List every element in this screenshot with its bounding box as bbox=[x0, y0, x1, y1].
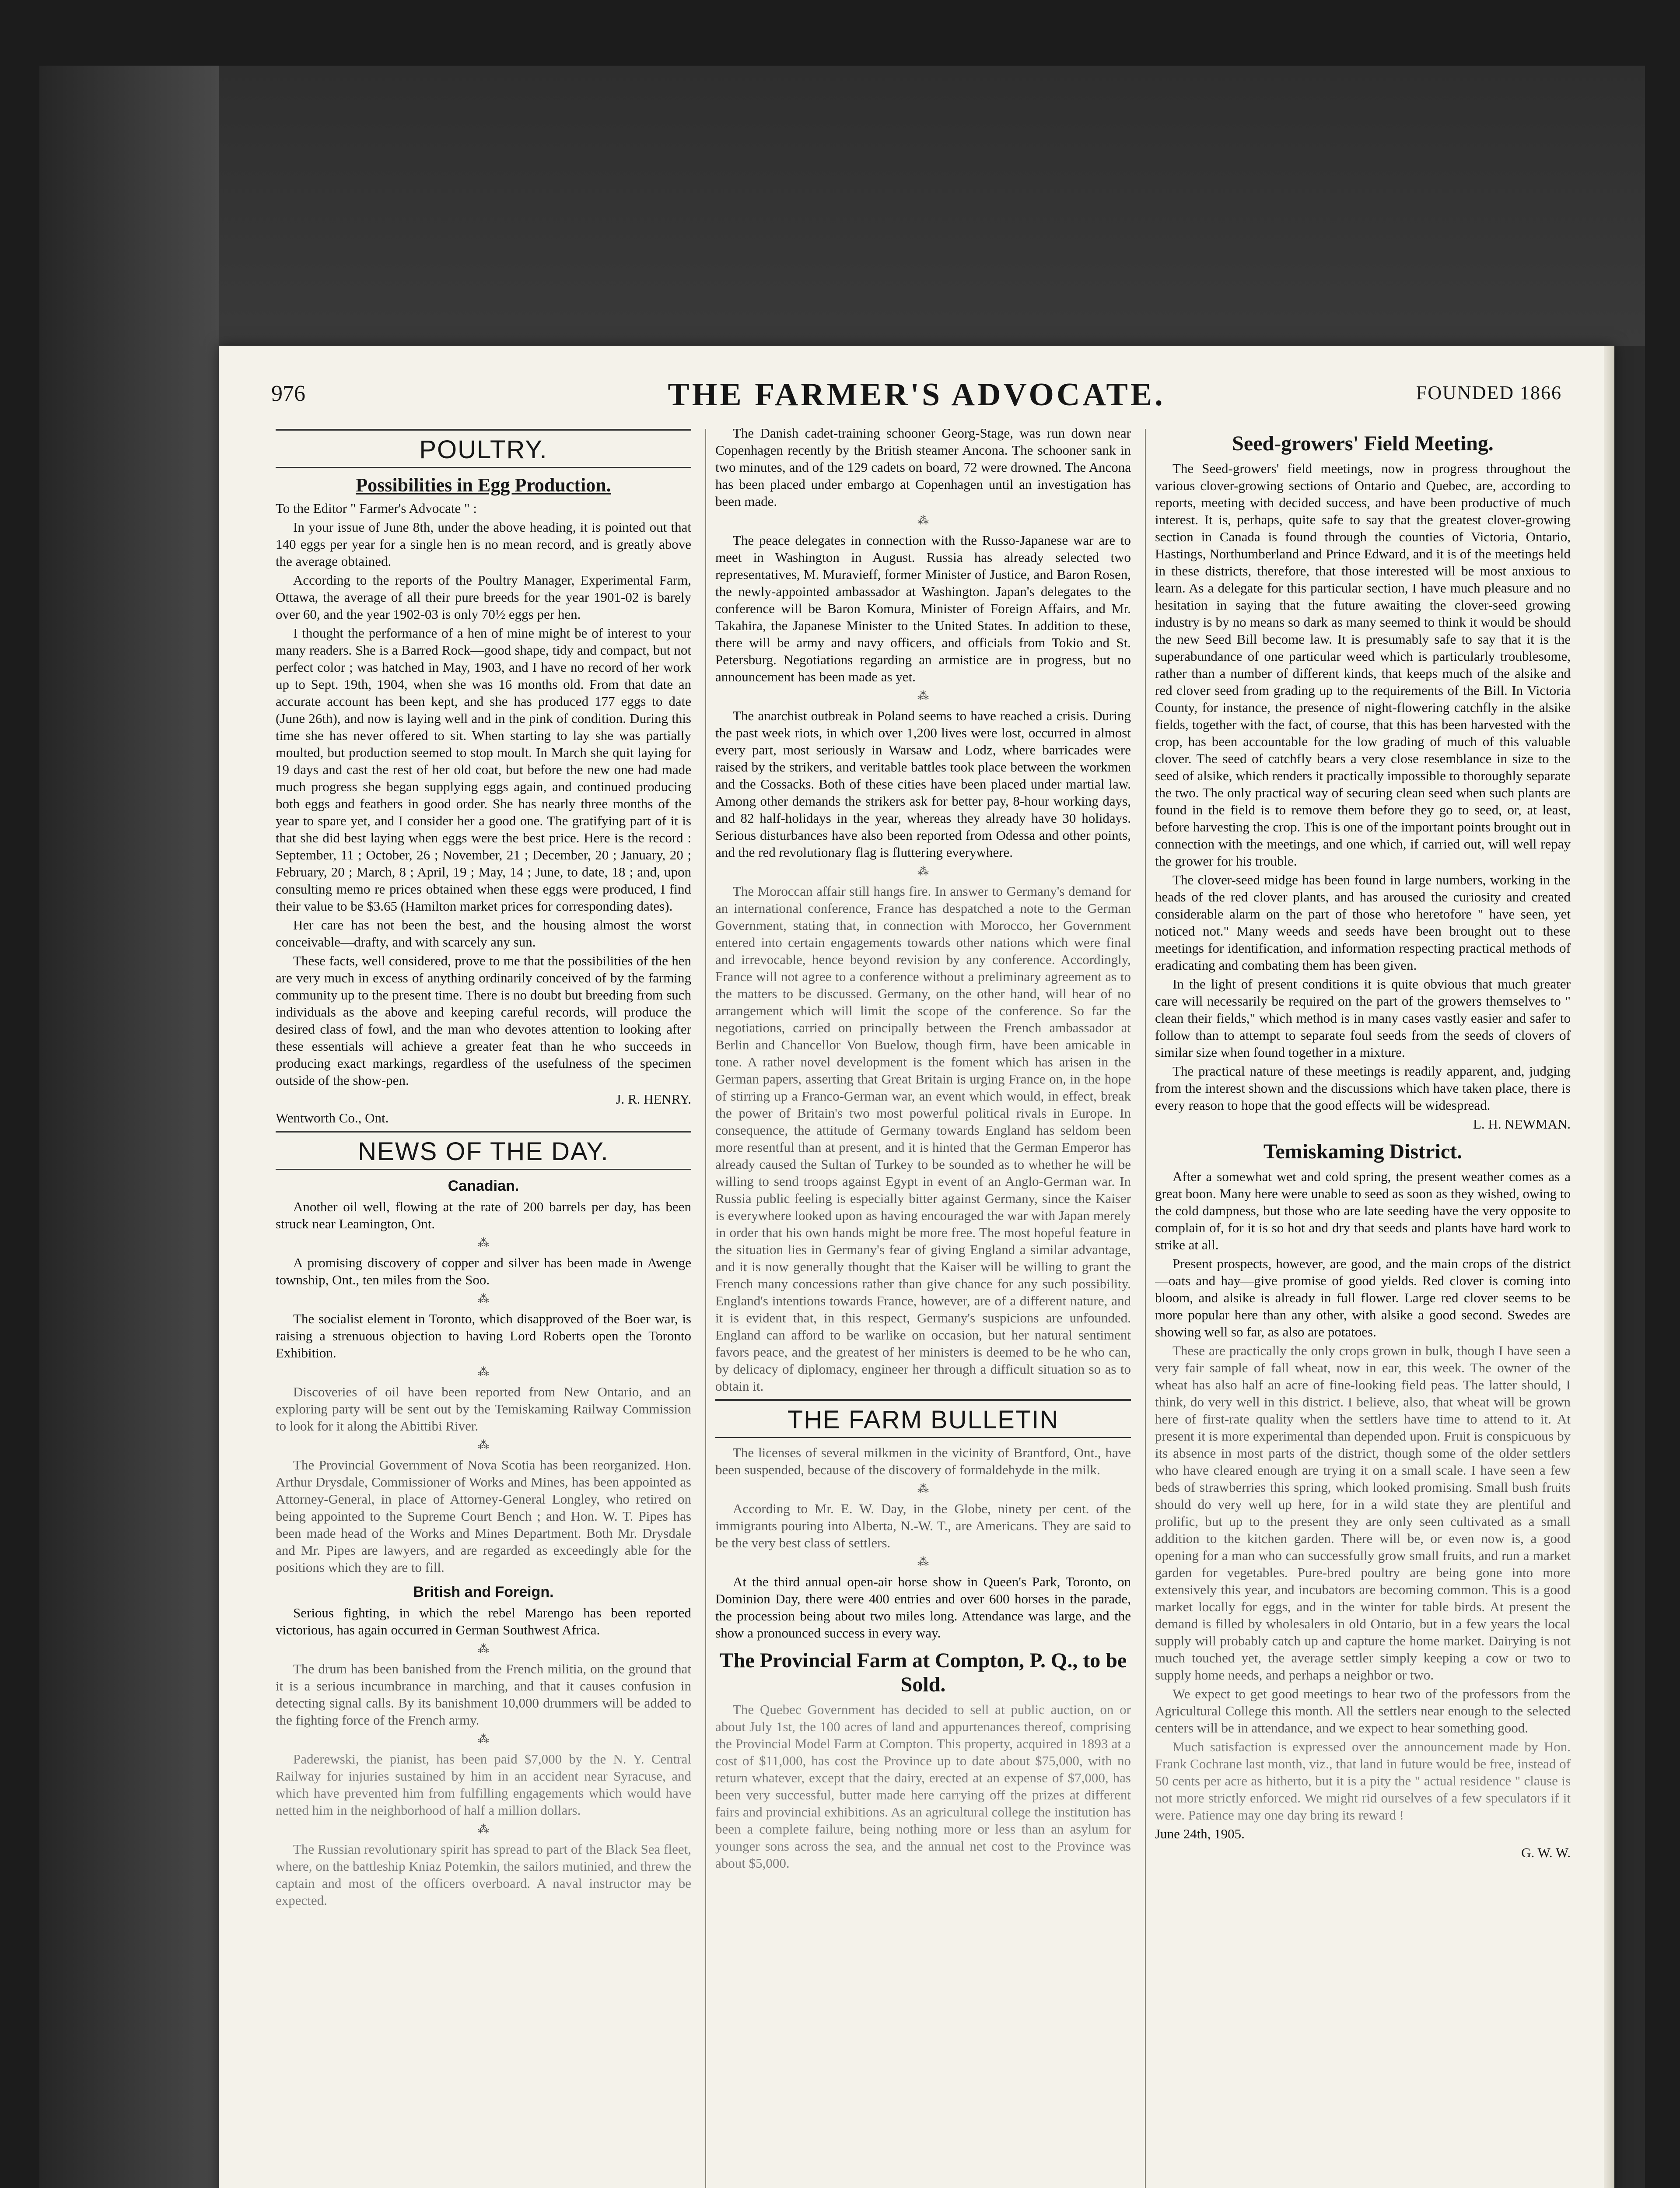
separator-mark: ⁂ bbox=[917, 690, 929, 702]
news-item: Discoveries of oil have been reported from New Ontario, and an exploring party will be sent out by the Temiskaming Railway Commission to look for it along the Abittibi River. bbox=[276, 1384, 691, 1434]
paragraph: The clover-seed midge has been found in large numbers, working in the heads of the red clover plants, and has aroused the curiosity and created considerable alarm on the part of those who heretofore " have seen, yet noticed not." Many weeds and seeds have been brought out to these meetings for identification, and information respecting practical methods of eradicating and combating them has been given. bbox=[1155, 872, 1571, 973]
paragraph: In your issue of June 8th, under the above heading, it is pointed out that 140 eggs per year for a single hen is no mean record, and is greatly above the average obtained. bbox=[276, 519, 691, 569]
article-title-temiskaming: Temiskaming District. bbox=[1263, 1140, 1463, 1164]
separator-mark: ⁂ bbox=[478, 1439, 489, 1452]
paragraph: These are practically the only crops grown in bulk, though I have seen a very fair sample of fall wheat, now in ear, this week. The owner of the wheat has also half an acre of fine-looking field peas. The latter should, I think, do very well in this district. I believe, also, that wheat will be grown here of first-rate quality when the settlers have time to attend to it. At present it is more experimental than depended upon. Fruit is conspicuous by its absence in most parts of the district, though some of the older settlers who have cleared enough are trying it on a small scale. I have seen a few beds of strawberries this spring, which looked promising. Small bush fruits should do very well up here, for in a wild state they are plentiful and prolific, but up to the present they are only seen cultivated as a small addition to the kitchen garden. There will be, or even now is, a good opening for a man who can successfully grow small fruits, and run a market garden for vegetables. Pure-bred poultry are being gone into more extensively this year, and incubators are becoming common. This is a good market locally for eggs, and in the winter for table birds. At present the demand is filled by wholesalers in old Ontario, but in a few years the local supply will probably catch up and capture the home market. Dairying is not much touched yet, the average settler simply keeping a cow or two to supply home needs, and perhaps a neighbor or two. bbox=[1155, 1343, 1571, 1683]
separator-mark: ⁂ bbox=[917, 514, 929, 527]
signature-place: Wentworth Co., Ont. bbox=[276, 1110, 389, 1126]
paragraph: According to the reports of the Poultry Manager, Experimental Farm, Ottawa, the average of all their pure breeds for the year 1901-02 is barely over 60, and the year 1902-03 is only 70½ eggs per hen. bbox=[276, 572, 691, 622]
subheading-british-foreign: British and Foreign. bbox=[413, 1584, 554, 1600]
column-middle bbox=[715, 424, 1131, 2188]
separator-mark: ⁂ bbox=[917, 865, 929, 878]
scan-shadow-left bbox=[39, 66, 219, 2188]
news-item: The anarchist outbreak in Poland seems to have reached a crisis. During the past week riots, in which over 1,200 lives were lost, occurred in almost every part, most seriously in Warsaw and Lodz, where barricades were raised by the strikers, and veritable battles took place between the workmen and the Cossacks. Both of these cities have been placed under martial law. Among other demands the strikers ask for better pay, 8-hour working days, and 82 half-holidays in the year, whereas they already have 30 holidays. Serious disturbances have also been reported from Odessa and other points, and the red revolutionary flag is fluttering everywhere. bbox=[715, 708, 1131, 860]
separator-mark: ⁂ bbox=[917, 1556, 929, 1568]
news-item: The Russian revolutionary spirit has spread to part of the Black Sea fleet, where, on the battleship Kniaz Potemkin, the sailors mutinied, and threw the captain and most of the officers overboard. A naval instructor may be expected. bbox=[276, 1841, 691, 1908]
salutation: To the Editor " Farmer's Advocate " : bbox=[276, 501, 477, 516]
separator-mark: ⁂ bbox=[917, 1483, 929, 1495]
paragraph: We expect to get good meetings to hear two of the professors from the Agricultural College this month. All the settlers near enough to the selected centers will be in attendance, and we expect to hear something good. bbox=[1155, 1686, 1571, 1736]
paragraph: I thought the performance of a hen of mine might be of interest to your many readers. She is a Barred Rock—good shape, tidy and compact, but not perfect color ; was hatched in May, 1903, and I have no record of her work up to Sept. 19th, 1904, when she was 16 months old. From that date an accurate account has been kept, and she has produced 177 eggs to date (June 26th), and now is laying well and in the pink of condition. During this time she has never offered to sit. When starting to lay she was partially moulted, but production seemed to stop moult. In March she quit laying for 19 days and cast the rest of her old coat, but before the new one had made much progress she began supplying eggs again, and continued producing both eggs and feathers in good order. She has nearly three months of the year to spare yet, and I consider her a good one. The gratifying part of it is that she did best laying when eggs were the best price. Here is the record : September, 11 ; October, 26 ; November, 21 ; December, 20 ; January, 20 ; February, 20 ; March, 8 ; April, 19 ; May, 14 ; June, to date, 18 ; and, upon consulting memo re prices obtained when these eggs were produced, I find their value to be $3.65 (Hamilton market prices for corresponding dates). bbox=[276, 625, 691, 914]
signature: L. H. NEWMAN. bbox=[1473, 1116, 1571, 1132]
paragraph: Much satisfaction is expressed over the announcement made by Hon. Frank Cochrane last month, viz., that land in future would be free, instead of 50 cents per acre as hitherto, but it is a pity the " actual residence " clause is not more strictly enforced. We might rid ourselves of a few speculators if it were. Patience may one day bring its reward ! bbox=[1155, 1739, 1571, 1823]
masthead: THE FARMER'S ADVOCATE. bbox=[668, 377, 1166, 413]
column-divider bbox=[705, 429, 706, 2188]
founded-date: FOUNDED 1866 bbox=[1416, 382, 1562, 403]
news-item: A promising discovery of copper and silver has been made in Awenge township, Ont., ten miles from the Soo. bbox=[276, 1255, 691, 1287]
article-columns bbox=[276, 424, 1571, 2188]
news-item: Another oil well, flowing at the rate of 200 barrels per day, has been struck near Leamington, Ont. bbox=[276, 1199, 691, 1231]
paragraph: The Quebec Government has decided to sell at public auction, on or about July 1st, the 100 acres of land and appurtenances thereof, comprising the Provincial Model Farm at Compton. This property, acquired in 1893 at a cost of $11,000, has cost the Province up to date about $75,000, with no return whatever, except that the dairy, erected at an expense of $7,000, has been very successful, butter made here carrying off the prizes at different fairs and provincial exhibitions. As an agricultural college the institution has been a complete failure, being nothing more or less than an asylum for younger sons across the sea, and the annual net cost to the Province was about $5,000. bbox=[715, 1702, 1131, 1871]
article-title-compton: The Provincial Farm at Compton, P. Q., to be Sold. bbox=[719, 1649, 1127, 1697]
bulletin-item: At the third annual open-air horse show in Queen's Park, Toronto, on Dominion Day, there were 400 entries and over 600 horses in the parade, the procession being about two miles long. Attendance was large, and the show a pronounced success in every way. bbox=[715, 1574, 1131, 1641]
section-heading-poultry: POULTRY. bbox=[276, 429, 691, 468]
signature: J. R. HENRY. bbox=[616, 1091, 691, 1107]
separator-mark: ⁂ bbox=[478, 1293, 489, 1305]
paragraph: The practical nature of these meetings is readily apparent, and, judging from the interest shown and the discussions which have taken place, there is every reason to hope that the good effects will be widespread. bbox=[1155, 1063, 1571, 1113]
news-item: The Moroccan affair still hangs fire. In answer to Germany's demand for an international conference, France has despatched a note to the German Government, stating that, in connection with Morocco, her Government entered into certain engagements towards other nations which were final and irrevocable, hence beyond revision by any conference. Accordingly, France will not agree to a conference without a preliminary agreement as to the matters to be discussed. Germany, on the other hand, will hear of no arrangement which will limit the scope of the conference. So far the negotiations, carried on principally between the French ambassador at Berlin and Chancellor Von Buelow, though firm, have been amicable in tone. A rather novel development is the foment which has arisen in the German papers, asserting that Great Britain is urging France on, in the hope of stirring up a Franco-German war, an event which would, in effect, break the power of Britain's two most powerful political rivals in Europe. In consequence, the attitude of Germany towards England has seldom been more resentful than at present, and it is hinted that the German Emperor has already caused the Sultan of Turkey to be sounded as to whether he will be willing to send troops against Egypt in event of an Anglo-German war. In Russia public feeling is especially bitter against Germany, since the Kaiser is everywhere looked upon as having encouraged the war with Japan merely in order that his own hands might be more free. The most hopeful feature in the situation lies in Germany's fear of giving England a similar advantage, and it is now generally thought that the Kaiser will be willing to grant the French many concessions rather than give chance for any such possibility. England's intentions towards France, however, are of a different nature, and it is evident that, in this respect, Germany's suspicions are unfounded. England can afford to be warlike on occasion, but her natural sentiment favors peace, and the greatest of her ministers is deemed to be he who can, by delicacy of diplomacy, engineer her through a difficult situation so as to obtain it. bbox=[715, 884, 1131, 1394]
section-heading-news: NEWS OF THE DAY. bbox=[276, 1131, 691, 1170]
news-item: Serious fighting, in which the rebel Marengo has been reported victorious, has again occurred in German Southwest Africa. bbox=[276, 1605, 691, 1637]
page-edge bbox=[1604, 346, 1614, 2188]
page-number: 976 bbox=[271, 381, 305, 406]
news-item: The drum has been banished from the French militia, on the ground that it is a serious incumbrance in marching, and that it causes confusion in detecting signal calls. By its banishment 10,000 drummers will be added to the fighting force of the French army. bbox=[276, 1661, 691, 1728]
paragraph: After a somewhat wet and cold spring, the present weather comes as a great boon. Many here were unable to seed as soon as they wished, owing to the cold dampness, but those who are late seeding have the very opposite to complain of, for it is so hot and dry that seeds and plants have hard work to strike at all. bbox=[1155, 1169, 1571, 1253]
column-divider bbox=[1145, 429, 1146, 2188]
separator-mark: ⁂ bbox=[478, 1237, 489, 1249]
article-title-seed-growers: Seed-growers' Field Meeting. bbox=[1232, 432, 1494, 455]
separator-mark: ⁂ bbox=[478, 1643, 489, 1655]
section-heading-farm-bulletin: THE FARM BULLETIN bbox=[715, 1399, 1131, 1438]
news-item: The peace delegates in connection with the Russo-Japanese war are to meet in Washington in August. Russia has already selected two representatives, M. Muravieff, former Minister of Justice, and Baron Rosen, the newly-appointed ambassador at Washington. Japan's delegates to the conference will be Baron Komura, Minister of Foreign Affairs, and Mr. Takahira, the Japanese Minister to the United States. In addition to these, there will be army and navy officers, and officials from Tokio and St. Petersburg. Negotiations regarding an armistice are in progress, but no announcement has been made as yet. bbox=[715, 533, 1131, 684]
signature: G. W. W. bbox=[1521, 1845, 1571, 1861]
letter-date: June 24th, 1905. bbox=[1155, 1826, 1245, 1842]
news-item: The Provincial Government of Nova Scotia has been reorganized. Hon. Arthur Drysdale, Commissioner of Works and Mines, has been appointed as Attorney-General, in place of Attorney-General Longley, who retired on being appointed to the Supreme Court Bench ; and Hon. W. T. Pipes has been made head of the Works and Mines Department. Both Mr. Drysdale and Mr. Pipes are lawyers, and are regarded as exceedingly able for the positions which they are to fill. bbox=[276, 1457, 691, 1575]
bulletin-item: The licenses of several milkmen in the vicinity of Brantford, Ont., have been suspended, because of the discovery of formaldehyde in the milk. bbox=[715, 1445, 1131, 1477]
paragraph: In the light of present conditions it is quite obvious that much greater care will necessarily be required on the part of the growers themselves to " clean their fields," which method is in many cases vastly easier and safer to follow than to attempt to separate foul seeds from the seeds of clovers of similar size when found together in a mixture. bbox=[1155, 976, 1571, 1060]
paragraph: Her care has not been the best, and the housing almost the worst conceivable—drafty, and with scarcely any sun. bbox=[276, 917, 691, 950]
paragraph: Present prospects, however, are good, and the main crops of the district—oats and hay—give promise of good yields. Red clover is coming into bloom, and alsike is already in full flower. Large red clover seems to be more popular here than any other, with alsike a good second. Swedes are showing well so far, as also are potatoes. bbox=[1155, 1256, 1571, 1340]
newspaper-page bbox=[219, 346, 1614, 2188]
paragraph: These facts, well considered, prove to me that the possibilities of the hen are very much in excess of anything ordinarily conceived of by the farming community up to the present time. There is no doubt but breeding from such individuals as the above and keeping careful records, will produce the desired class of fowl, and the man who devotes attention to looking after these essentials will achieve a greater feat than he who succeeds in producing exact markings, regardless of the usefulness of the specimen outside of the show-pen. bbox=[276, 953, 691, 1088]
separator-mark: ⁂ bbox=[478, 1366, 489, 1378]
subheading-canadian: Canadian. bbox=[448, 1178, 519, 1194]
news-item: The socialist element in Toronto, which disapproved of the Boer war, is raising a strenuous objection to having Lord Roberts open the Toronto Exhibition. bbox=[276, 1311, 691, 1360]
news-item: The Danish cadet-training schooner Georg-Stage, was run down near Copenhagen recently by the British steamer Ancona. The schooner sank in two minutes, and of the 129 cadets on board, 72 were drowned. The Ancona has been placed under embargo at Copenhagen until an investigation has been made. bbox=[715, 425, 1131, 509]
bulletin-item: According to Mr. E. W. Day, in the Globe, ninety per cent. of the immigrants pouring into Alberta, N.-W. T., are Americans. They are said to be the very best class of settlers. bbox=[715, 1501, 1131, 1550]
column-right bbox=[1155, 424, 1571, 2188]
scan-shadow-top bbox=[219, 66, 1645, 346]
page-header bbox=[271, 376, 1562, 411]
news-item: Paderewski, the pianist, has been paid $7,000 by the N. Y. Central Railway for injuries sustained by him in an accident near Syracuse, and which have prevented him from fulfilling engagements which would have netted him in the neighborhood of half a million dollars. bbox=[276, 1751, 691, 1818]
article-title-egg-production: Possibilities in Egg Production. bbox=[356, 474, 611, 496]
separator-mark: ⁂ bbox=[478, 1823, 489, 1836]
paragraph: The Seed-growers' field meetings, now in progress throughout the various clover-growing sections of Ontario and Quebec, are, according to reports, meeting with decided success, and have been productive of much interest. It is, perhaps, quite safe to say that the greatest clover-growing section in Canada is found through the counties of Victoria, Ontario, Hastings, Northumberland and Prince Edward, and it is of the meetings held in these districts, therefore, that those interested will be most anxious to learn. As a delegate for this particular section, I have much pleasure and no hesitation in saying that the future awaiting the clover-seed growing industry is by no means so dark as many seemed to think it would be should the new Seed Bill become law. It is presumably safe to say that it is the superabundance of one particular weed which is particularly troublesome, rather than a number of different kinds, that keeps much of the alsike and red clover seed from grading up to the requirements of the Bill. In Victoria County, for instance, the presence of night-flowering catchfly in the alsike fields, together with the fact, of course, that this has been harvested with the crop, has been accountable for the low grading of much of this valuable clover. The seed of catchfly bears a very close resemblance in size to the seed of alsike, which renders it practically impossible to thoroughly separate the two. The only practical way of securing clean seed when such plants are found in the field is to remove them before they go to seed, or, at least, before harvesting the crop. This is one of the important points brought out in connection with the meetings, and one which, if carried out, will well repay the grower for his trouble. bbox=[1155, 461, 1571, 869]
separator-mark: ⁂ bbox=[478, 1733, 489, 1746]
column-left bbox=[276, 424, 691, 2188]
